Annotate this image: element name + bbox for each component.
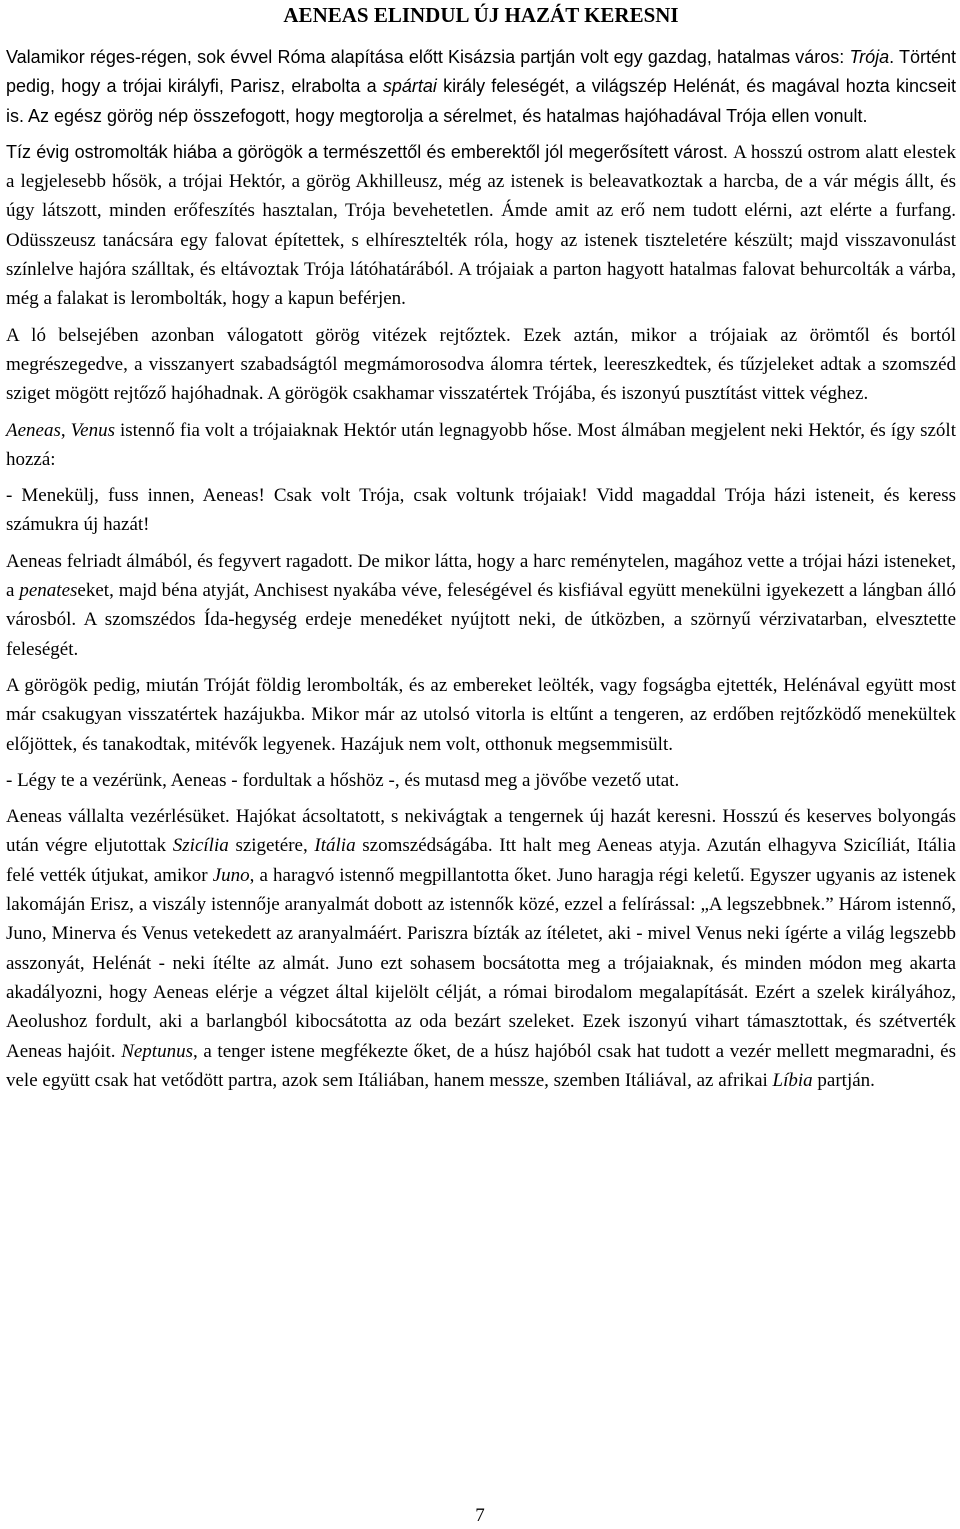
text-segment: szomszédságába. Itt halt meg Aeneas atyja. Azután elhagyva Szicíliát, Itália felé vették útjukat, amikor xyxy=(6,835,956,886)
text-segment: Líbia xyxy=(772,1069,813,1091)
text-segment: Neptunus xyxy=(121,1040,193,1062)
text-segment: Aeneas xyxy=(6,419,61,441)
text-segment: Aeneas felriadt álmából, és fegyvert ragadott. De mikor látta, hogy a harc reménytelen, magához vette a trójai házi isteneket, a xyxy=(6,550,956,602)
page-number: 7 xyxy=(475,1505,485,1526)
paragraph-1 xyxy=(6,43,956,131)
paragraph-4 xyxy=(6,416,956,475)
text-segment: Tíz évig ostromolták hiába a görögök a természettől és emberektől jól megerősített várost. xyxy=(6,141,734,162)
text-segment: Juno xyxy=(212,864,250,886)
text-segment: szigetére, xyxy=(228,835,315,857)
paragraph-2 xyxy=(6,138,956,314)
text-segment: - Légy te a vezérünk, Aeneas - fordultak a hőshöz -, és mutasd meg a jövőbe vezető utat. xyxy=(6,769,680,791)
paragraph xyxy=(6,43,956,131)
text-segment: spártai xyxy=(382,76,437,97)
page-title: AENEAS ELINDUL ÚJ HAZÁT KERESNI xyxy=(283,3,679,27)
paragraph-5 xyxy=(6,481,956,540)
paragraph-7 xyxy=(6,671,956,759)
text-segment: , xyxy=(60,419,71,441)
paragraph-3 xyxy=(6,321,956,409)
text-segment: Valamikor réges-régen, sok évvel Róma alapítása előtt Kisázsia partján volt egy gazdag, hatalmas város: xyxy=(6,47,850,67)
text-segment: , a tenger istene megfékezte őket, de a húsz hajóból csak hat tudott a vezér mellett megmaradni, és vele együtt csak hat vetődött partra, azok sem Itáliában, hanem messze, szemben Itáliával, az afrikai xyxy=(6,1040,957,1091)
text-segment: Aeneas vállalta vezérlésüket. Hajókat ácsoltatott, s nekivágtak a tengernek új hazát keresni. Hosszú és keserves bolyongás után végre eljutottak xyxy=(6,806,956,857)
text-segment: istennő fia volt a trójaiaknak Hektór után legnagyobb hőse. Most álmában megjelent neki Hektór, és így szólt hozzá: xyxy=(6,419,956,470)
document-page xyxy=(6,0,956,1102)
text-segment: . Történt pedig, hogy a trójai királyfi, Parisz, elrabolta a xyxy=(6,47,956,97)
text-segment: Venus xyxy=(70,419,115,441)
paragraph-6 xyxy=(6,547,956,664)
paragraph-9 xyxy=(6,802,956,1095)
text-segment: , a haragvó istennő megpillantotta őket. Juno haragja régi keletű. Egyszer ugyanis az istenek lakomáján Erisz, a viszály istennője aranyalmát dobott az istennők közé, ezzel a felírással: „A legszebbnek.” Három istennő, Juno, Minerva és Venus vetekedett az aranyalmáért. Pariszra bízták az ítéletet, aki - mivel Venus neki ígérte a világ legszebb asszonyát, Helénát - neki ítélte az almát. Juno ezt sohasem bocsátotta meg a trójaiaknak, és minden módon meg akarta akadályozni, hogy Aeneas elérje a végzet által kijelölt célját, a római birodalom megalapítását. Ezért a szelek királyához, Aeolushoz fordult, aki a barlangból kibocsátotta az oda bezárt szeleket. Ezek iszonyú vihart támasztottak, és szétverték Aeneas hajóit. xyxy=(6,864,956,1062)
text-segment: A hosszú ostrom alatt elestek a legjelesebb hősök, a trójai Hektór, a görög Akhilleusz, még az istenek is beleavatkoztak a harcba, de a vár mégis állt, és úgy látszott, minden erőfeszítés hasztalan, Trója bevehetetlen. Ámde amit az erő nem tudott elérni, azt elérte a furfang. Odüsszeusz tanácsára egy falovat építettek, s elhíresztelték róla, hogy az istenek tiszteletére készült; majd visszavonulást színlelve hajóra szálltak, és eltávoztak Trója látóhatárából. A trójaiak a parton hagyott hatalmas falovat behurcolták a várba, még a falakat is lerombolták, hogy a kapun beférjen. xyxy=(6,141,956,310)
text-segment: Szicília xyxy=(172,835,229,857)
text-segment: penates xyxy=(19,580,78,602)
text-segment: eket, majd béna atyját, Anchisest nyakába véve, feleségével és kisfiával együtt menekülni igyekezett a lángban álló városból. A szomszédos Ída-hegység erdeje menedéket nyújtott neki, de útközben, a szörnyű vérzivatarban, elvesztette feleségét. xyxy=(6,580,957,660)
text-segment: Itália xyxy=(314,835,356,857)
text-segment: partján. xyxy=(812,1069,875,1091)
text-segment: király feleségét, a világszép Helénát, és magával hozta kincseit is. Az egész görög nép összefogott, hogy megtorolja a sérelmet, és hatalmas hajóhadával Trója ellen vonult. xyxy=(6,76,956,126)
text-segment: A görögök pedig, miután Tróját földig lerombolták, és az embereket leölték, vagy fogságba ejtették, Helénával együtt most már csakugyan visszatértek hazájukba. Mikor már az utolsó vitorla is eltűnt a tengeren, az erdőben rejtőzködő menekültek előjöttek, és tanakodtak, mitévők legyenek. Hazájuk nem volt, otthonuk megsemmisült. xyxy=(6,674,956,755)
paragraph-8 xyxy=(6,766,956,795)
text-segment: Trója xyxy=(849,47,890,67)
text-segment: - Menekülj, fuss innen, Aeneas! Csak volt Trója, csak voltunk trójaiak! Vidd magaddal Trója házi isteneit, és keress számukra új hazát! xyxy=(6,485,956,536)
text-segment: A ló belsejében azonban válogatott görög vitézek rejtőztek. Ezek aztán, mikor a trójaiak az örömtől és bortól megrészegedve, a visszanyert szabadságtól megmámorosodva álomra tértek, leereszkedtek, és tűzjeleket adtak a szomszéd sziget mögött rejtőző hajóhadnak. A görögök csakhamar visszatértek Trójába, és iszonyú pusztítást vittek véghez. xyxy=(6,324,956,405)
